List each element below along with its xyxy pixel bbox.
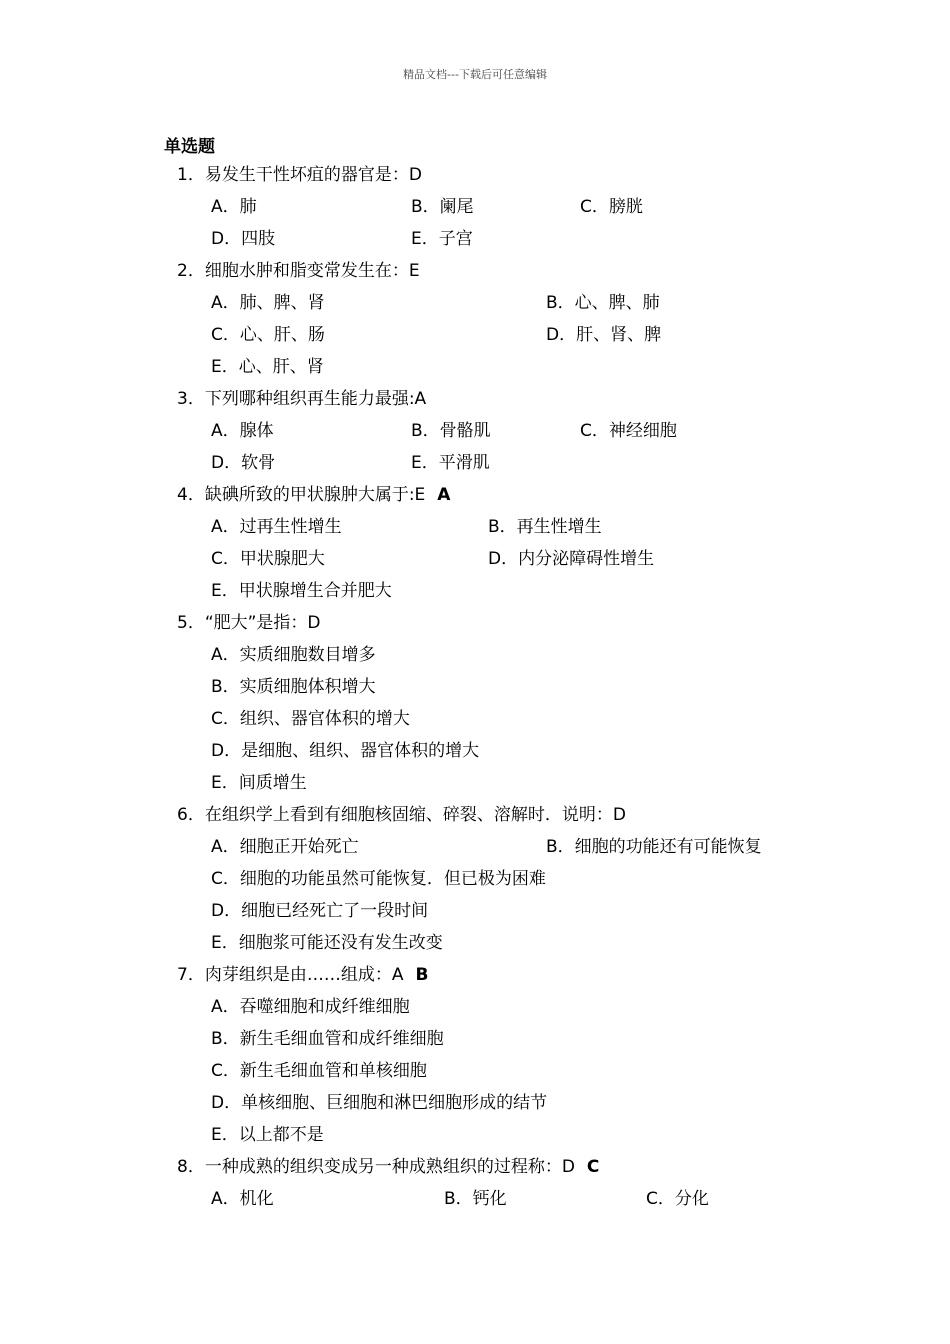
q3-option-a: A．腺体 bbox=[211, 421, 274, 441]
q8-option-c: C．分化 bbox=[646, 1189, 709, 1209]
q8-option-b: B．钙化 bbox=[444, 1189, 507, 1209]
question-7 bbox=[177, 961, 428, 989]
question-7-stem: 7．肉芽组织是由……组成：A bbox=[177, 965, 404, 985]
question-8-stem: 8．一种成熟的组织变成另一种成熟组织的过程称：D bbox=[177, 1157, 575, 1177]
q4-option-c: C．甲状腺肥大 bbox=[211, 549, 325, 569]
q7-option-c: C．新生毛细血管和单核细胞 bbox=[211, 1061, 427, 1081]
q4-option-b: B．再生性增生 bbox=[488, 517, 602, 537]
question-8-answer-mark: C bbox=[586, 1157, 600, 1177]
q6-option-b: B．细胞的功能还有可能恢复 bbox=[546, 837, 762, 857]
page-header: 精品文档---下载后可任意编辑 bbox=[403, 68, 547, 81]
q7-option-e: E．以上都不是 bbox=[211, 1125, 324, 1145]
q7-option-a: A．吞噬细胞和成纤维细胞 bbox=[211, 997, 410, 1017]
q1-option-c: C．膀胱 bbox=[580, 197, 643, 217]
q3-option-d: D．软骨 bbox=[211, 453, 276, 473]
question-4 bbox=[177, 481, 450, 509]
q7-option-b: B．新生毛细血管和成纤维细胞 bbox=[211, 1029, 444, 1049]
q1-option-b: B．阑尾 bbox=[411, 197, 474, 217]
q2-option-b: B．心、脾、肺 bbox=[546, 293, 660, 313]
question-3-stem: 3．下列哪种组织再生能力最强:A bbox=[177, 389, 427, 409]
q6-option-c: C．细胞的功能虽然可能恢复．但已极为困难 bbox=[211, 869, 546, 889]
q2-option-e: E．心、肝、肾 bbox=[211, 357, 324, 377]
q3-option-e: E．平滑肌 bbox=[411, 453, 490, 473]
q5-option-e: E．间质增生 bbox=[211, 773, 307, 793]
question-5-stem: 5．“肥大”是指：D bbox=[177, 613, 321, 633]
q1-option-a: A．肺 bbox=[211, 197, 257, 217]
question-4-answer-mark: A bbox=[437, 485, 451, 505]
q5-option-b: B．实质细胞体积增大 bbox=[211, 677, 376, 697]
q8-option-a: A．机化 bbox=[211, 1189, 274, 1209]
q1-option-e: E．子宫 bbox=[411, 229, 473, 249]
q2-option-a: A．肺、脾、肾 bbox=[211, 293, 325, 313]
q5-option-c: C．组织、器官体积的增大 bbox=[211, 709, 410, 729]
q7-option-d: D．单核细胞、巨细胞和淋巴细胞形成的结节 bbox=[211, 1093, 548, 1113]
q5-option-d: D．是细胞、组织、器官体积的增大 bbox=[211, 741, 480, 761]
q6-option-d: D．细胞已经死亡了一段时间 bbox=[211, 901, 429, 921]
section-title: 单选题 bbox=[164, 137, 215, 157]
q4-option-d: D．内分泌障碍性增生 bbox=[488, 549, 655, 569]
q2-option-c: C．心、肝、肠 bbox=[211, 325, 325, 345]
q4-option-e: E．甲状腺增生合并肥大 bbox=[211, 581, 392, 601]
question-7-answer-mark: B bbox=[415, 965, 429, 985]
question-1-stem: 1．易发生干性坏疽的器官是：D bbox=[177, 165, 422, 185]
q3-option-b: B．骨骼肌 bbox=[411, 421, 491, 441]
q6-option-e: E．细胞浆可能还没有发生改变 bbox=[211, 933, 443, 953]
question-4-stem: 4．缺碘所致的甲状腺肿大属于:E bbox=[177, 485, 426, 505]
q5-option-a: A．实质细胞数目增多 bbox=[211, 645, 376, 665]
q3-option-c: C．神经细胞 bbox=[580, 421, 677, 441]
q2-option-d: D．肝、肾、脾 bbox=[546, 325, 662, 345]
question-8 bbox=[177, 1153, 599, 1181]
question-2-stem: 2．细胞水肿和脂变常发生在：E bbox=[177, 261, 420, 281]
q6-option-a: A．细胞正开始死亡 bbox=[211, 837, 359, 857]
q1-option-d: D．四肢 bbox=[211, 229, 276, 249]
q4-option-a: A．过再生性增生 bbox=[211, 517, 342, 537]
question-6-stem: 6．在组织学上看到有细胞核固缩、碎裂、溶解时．说明：D bbox=[177, 805, 626, 825]
